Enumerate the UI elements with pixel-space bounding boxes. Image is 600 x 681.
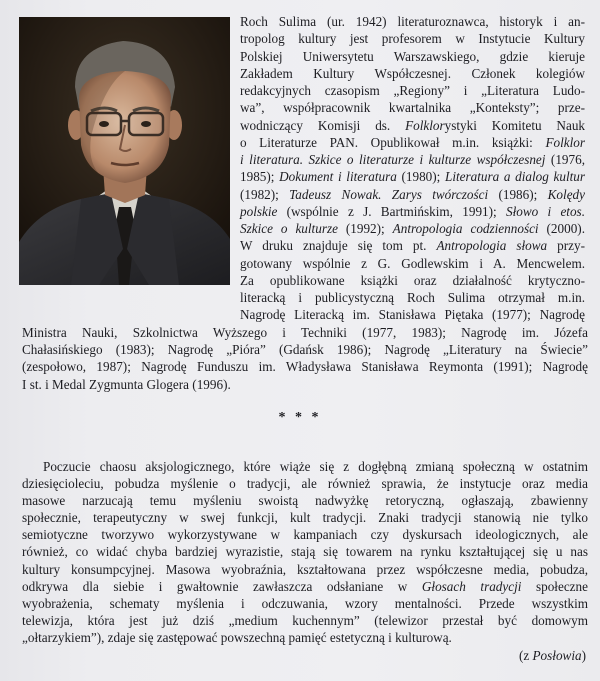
bio-text: o Literaturze PAN. Opublikował m.in. książki: Folklor [240,134,585,150]
bio-line: wa”, współpracownik kwartalnika „Konteksty”; prze- [240,100,585,116]
quote-line: masowe narzucają temu myśleniu swoistą nadwyżkę retoryczną, ogłaszają, zbawienny [22,493,588,509]
bio-line: Polskiej Uniwersytetu Warszawskiego, gdzie kieruje [240,48,585,64]
quote-source: (z Posłowia) [518,648,586,663]
bio-line: (1982); Tadeusz Nowak. Zarys twórczości (1986); Kolędy [240,186,585,202]
bio-line: Szkice o kulturze (1992); Antropologia codzienności (2000). [240,221,585,236]
quote-line: dziesięcioleciu, pobudza myślenie o tradycji, ale również sprawia, że instytucje oraz media [22,476,588,492]
bio-line: (zespołowo, 1987); Nagrodę Funduszu im. Władysława Stanisława Reymonta (1991); Nagrodę [22,359,588,375]
quote-line: również, co widać chyba bardziej wyrazistie, stają się towarem na rynku kształtującej się u nas [22,544,588,560]
bio-line: gotowany wspólnie z G. Godlewskim i A. Mencwelem. [240,255,585,271]
quote-line: semiotyczne tworzywo wykorzystywane w kampaniach czy dyskursach ideologicznych, ale [22,527,588,543]
quote-line: „ołtarzykiem”), zdaje się zastępować powszechną pamięć estetyczną i kulturową. [22,629,452,645]
bio-line: redakcyjnych czasopism „Regiony” i „Literatura Ludo- [240,83,585,98]
bio-line: i literatura. Szkice o literaturze i kulturze współczesnej (1976, [240,152,585,167]
bio-line: tropolog kultury jest profesorem w Instytucie Kultury [240,31,585,47]
quote-line: telewizja, która jest już dziś „medium kuchennym” (telewizor przestał być domowym [22,612,588,628]
bio-line: Ministra Nauki, Szkolnictwa Wyższego i Techniki (1977, 1983); Nagrodę im. Józefa [22,325,588,340]
bio-line: Roch Sulima (ur. 1942) literaturoznawca, historyk i an- [240,14,585,29]
bio-line: I st. i Medal Zygmunta Glogera (1996). [22,376,231,392]
quote-line: wyobrażenia, schematy myślenia i odczuwania, wzory mentalności. Przede wszystkim [22,595,588,611]
author-portrait-image [19,17,230,285]
quote-line: społecznie, terapeutyczny w swej funkcji, kult tradycji. Znaki tradycji stanowią nie tylko [22,510,588,526]
bio-line: wodniczący Komisji ds. Folklorystyki Komitetu Nauk [240,117,586,133]
quote-line: odkrywa dla siebie i gwałtownie zawłaszcza odsłaniane w Głosach tradycji społeczne [22,578,588,594]
quote-line: Poczucie chaosu aksjologicznego, które wiąże się z dogłębną zmianą społeczną w ostatnim [43,459,588,474]
bio-line: Nagrodę Literacką im. Stanisława Piętaka (1977); Nagrodę [240,307,585,323]
section-separator: * * * [278,410,322,425]
bio-line: polskie (wspólnie z J. Bartmińskim, 1991); Słowo i etos. [240,203,585,219]
bio-line: Za opublikowane książki oraz działalność krytyczno- [240,272,585,288]
author-bio-continued [22,324,588,393]
bio-line [240,134,585,151]
bio-line: Chałasińskiego (1983); Nagrodę „Pióra” (Gdańsk 1986); Nagrodę „Literatury na Świecie” [22,342,588,358]
bio-line: 1985); Dokument i literatura (1980); Literatura a dialog kultur [240,169,586,185]
afterword-excerpt [22,458,588,646]
author-photo [19,17,230,285]
bio-line: Zakładem Kultury Współczesnej. Członek kolegiów [240,65,585,81]
author-bio-top [240,13,585,324]
bio-line: literacką i publicystyczną Roch Sulima otrzymał m.in. [240,290,585,305]
bio-line: W druku znajduje się tom pt. Antropologia słowa przy- [240,238,585,254]
quote-line: kultury konsumpcyjnej. Masowa wyobraźnia, kształtowana przez współczesne media, pobudza, [22,561,588,577]
